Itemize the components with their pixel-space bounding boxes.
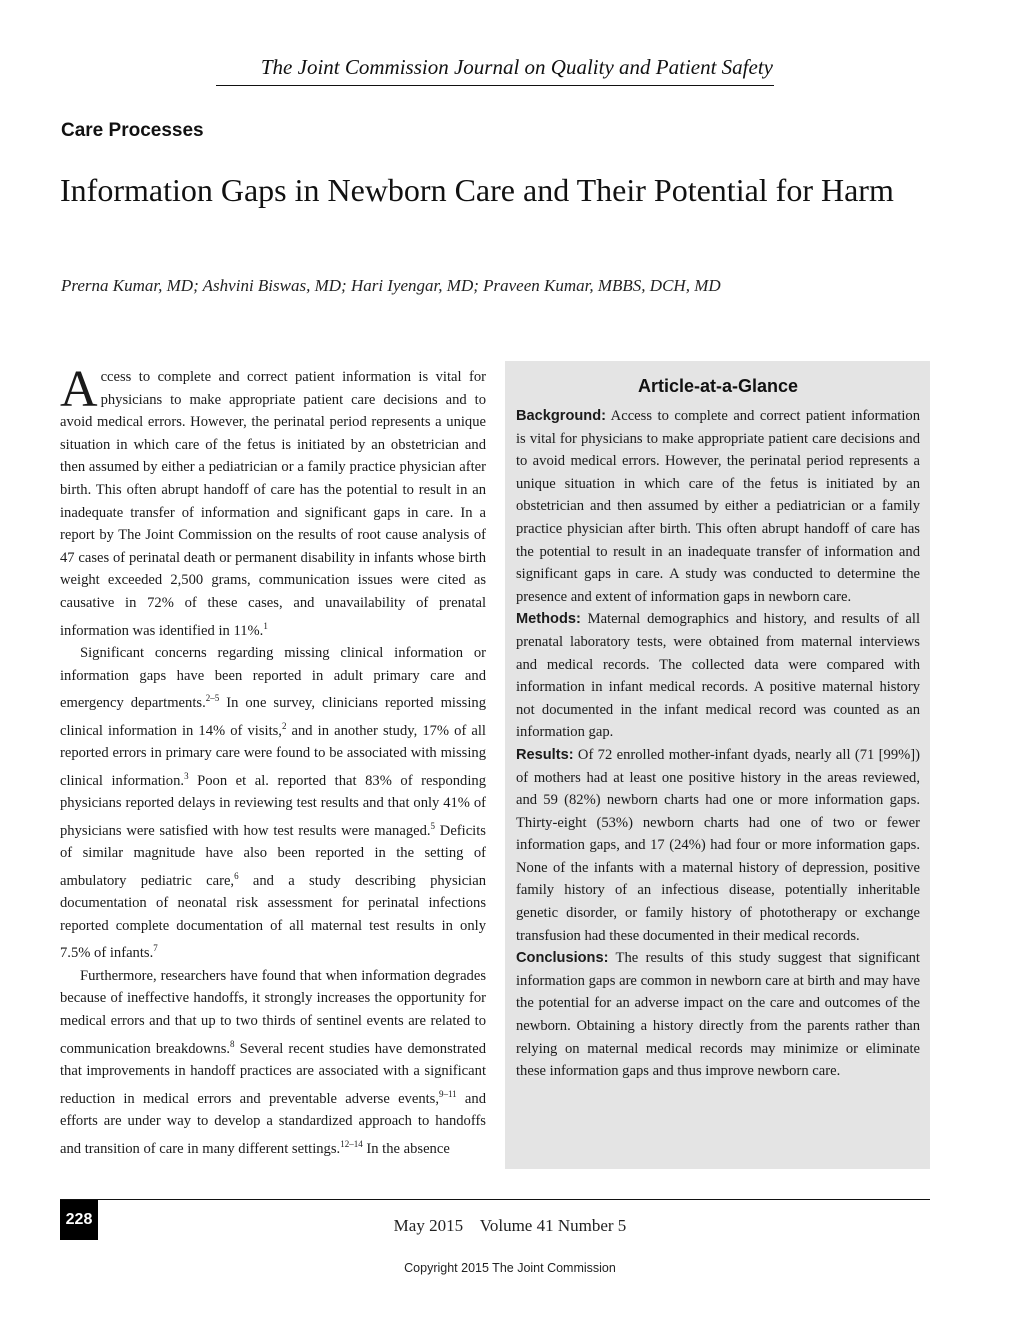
methods-text: Maternal demographics and history, and results of all prenatal laboratory tests, were obtained from maternal interviews and medical records. The collected data were compared with information in infant medical records. A positive maternal history not documented in the infant medical record was counted as an information gap. <box>516 611 920 741</box>
background-text: Access to complete and correct patient information is vital for physicians to make appropriate patient care decisions and to avoid medical errors. However, the perinatal period represents a unique situation in which care of the fetus is initiated by an obstetrician and then assumed by either a pediatrician or a family practice physician after birth. This often abrupt handoff of care has the potential to result in an inadequate transfer of information and significant gaps in care. A study was conducted to determine the presence and extent of information gaps in newborn care. <box>516 408 920 605</box>
body-text: and in another study, 17% of all reported errors in primary care were found to be associated with missing clinical information. <box>60 722 486 789</box>
reference-marker[interactable]: 7 <box>153 943 158 954</box>
issue-info: May 2015 Volume 41 Number 5 <box>393 1216 627 1235</box>
body-paragraph-2 <box>60 642 486 965</box>
reference-marker[interactable]: 8 <box>230 1038 235 1049</box>
reference-marker[interactable]: 5 <box>430 820 436 831</box>
body-text: In the absence <box>362 1140 450 1157</box>
body-text: and efforts are under way to develop a standardized approach to handoffs and transition of care in many different settings. <box>60 1090 486 1157</box>
reference-marker[interactable]: 9–11 <box>439 1088 457 1099</box>
conclusions-label: Conclusions: <box>516 950 609 967</box>
body-text: Furthermore, researchers have found that when information degrades because of ineffective handoffs, it strongly increases the opportunity for medical errors and that up to two thirds of sentinel events are related to communication breakdowns. <box>60 967 486 1057</box>
methods-label: Methods: <box>516 611 581 628</box>
conclusions-text: The results of this study suggest that significant information gaps are common in newborn care at birth and may have the potential for an adverse impact on the care and outcomes of the newborn. Obtaining a history directly from the parents rather than relying on maternal medical records may minimize or eliminate these information gaps and thus improve newborn care. <box>516 950 920 1080</box>
journal-title: The Joint Commission Journal on Quality and Patient Safety <box>260 55 773 79</box>
copyright-notice: Copyright 2015 The Joint Commission <box>404 1261 616 1275</box>
reference-marker[interactable]: 1 <box>263 620 268 631</box>
body-text: Significant concerns regarding missing clinical information or information gaps have been reported in adult primary care and emergency departments. <box>60 644 486 712</box>
drop-cap: A <box>60 361 98 418</box>
reference-marker[interactable]: 12–14 <box>340 1138 363 1149</box>
background-label: Background: <box>516 408 606 424</box>
body-text: Several recent studies have demonstrated that improvements in handoff practices are associated with a significant reduction in medical errors and preventable adverse events, <box>60 1040 486 1107</box>
article-title: Information Gaps in Newborn Care and Their Potential for Harm <box>60 172 894 208</box>
reference-marker[interactable]: 2 <box>281 720 287 731</box>
body-text: and a study describing physician documentation of neonatal risk assessment for perinatal infections reported complete documentation of all maternal test results in only 7.5% of infants. <box>60 872 487 962</box>
article-at-a-glance-box <box>505 361 930 1169</box>
body-text: ccess to complete and correct patient information is vital for physicians to make appropriate patient care decisions and to avoid medical errors. However, the perinatal period represents a unique situation in which care of the fetus is initiated by an obstetrician and then assumed by either a pediatrician or a family practice physician after birth. This often abrupt handoff of care has the potential to result in an inadequate transfer of information and significant gaps in care. In a report by The Joint Commission on the results of root cause analysis of 47 cases of perinatal death or permanent disability in infants whose birth weight exceeded 2,500 grams, communication issues were cited as causative in 72% of these cases, and unavailability of prenatal information was identified in 11%. <box>60 369 486 639</box>
page-number: 228 <box>60 1200 98 1240</box>
body-paragraph-1 <box>60 361 486 642</box>
reference-marker[interactable]: 3 <box>184 770 189 781</box>
section-label: Care Processes <box>61 120 204 141</box>
reference-marker[interactable]: 2–5 <box>205 693 220 704</box>
reference-marker[interactable]: 6 <box>234 870 239 881</box>
glance-conclusions <box>516 947 920 1083</box>
glance-results <box>516 744 920 947</box>
body-text: Deficits of similar magnitude have also been reported in the setting of ambulatory pediatric care, <box>60 822 486 889</box>
footer-rule <box>60 1199 930 1200</box>
body-text: Poon et al. reported that 83% of responding physicians reported delays in reviewing test results and that only 41% of physicians were satisfied with how test results were managed. <box>60 772 486 839</box>
body-text: In one survey, clinicians reported missing clinical information in 14% of visits, <box>60 695 486 739</box>
author-list: Prerna Kumar, MD; Ashvini Biswas, MD; Hari Iyengar, MD; Praveen Kumar, MBBS, DCH, MD <box>61 276 721 295</box>
header-rule <box>216 85 774 86</box>
results-text: Of 72 enrolled mother-infant dyads, nearly all (71 [99%]) of mothers had at least one positive history in the areas reviewed, and 59 (82%) newborn charts had one or more information gaps. Thirty-eight (53%) newborn charts had one of two or fewer information gaps, and 17 (24%) had four or more information gaps. None of the infants with a maternal history of depression, positive family history of an infectious disease, potentially inheritable genetic disorder, or family history of phototherapy or exchange transfusion had these documented in their medical records. <box>516 746 920 944</box>
glance-methods <box>516 608 920 744</box>
glance-background <box>516 405 920 608</box>
results-label: Results: <box>516 746 574 763</box>
glance-title: Article-at-a-Glance <box>637 376 799 396</box>
body-paragraph-3 <box>60 965 486 1160</box>
body-column <box>60 361 487 1160</box>
